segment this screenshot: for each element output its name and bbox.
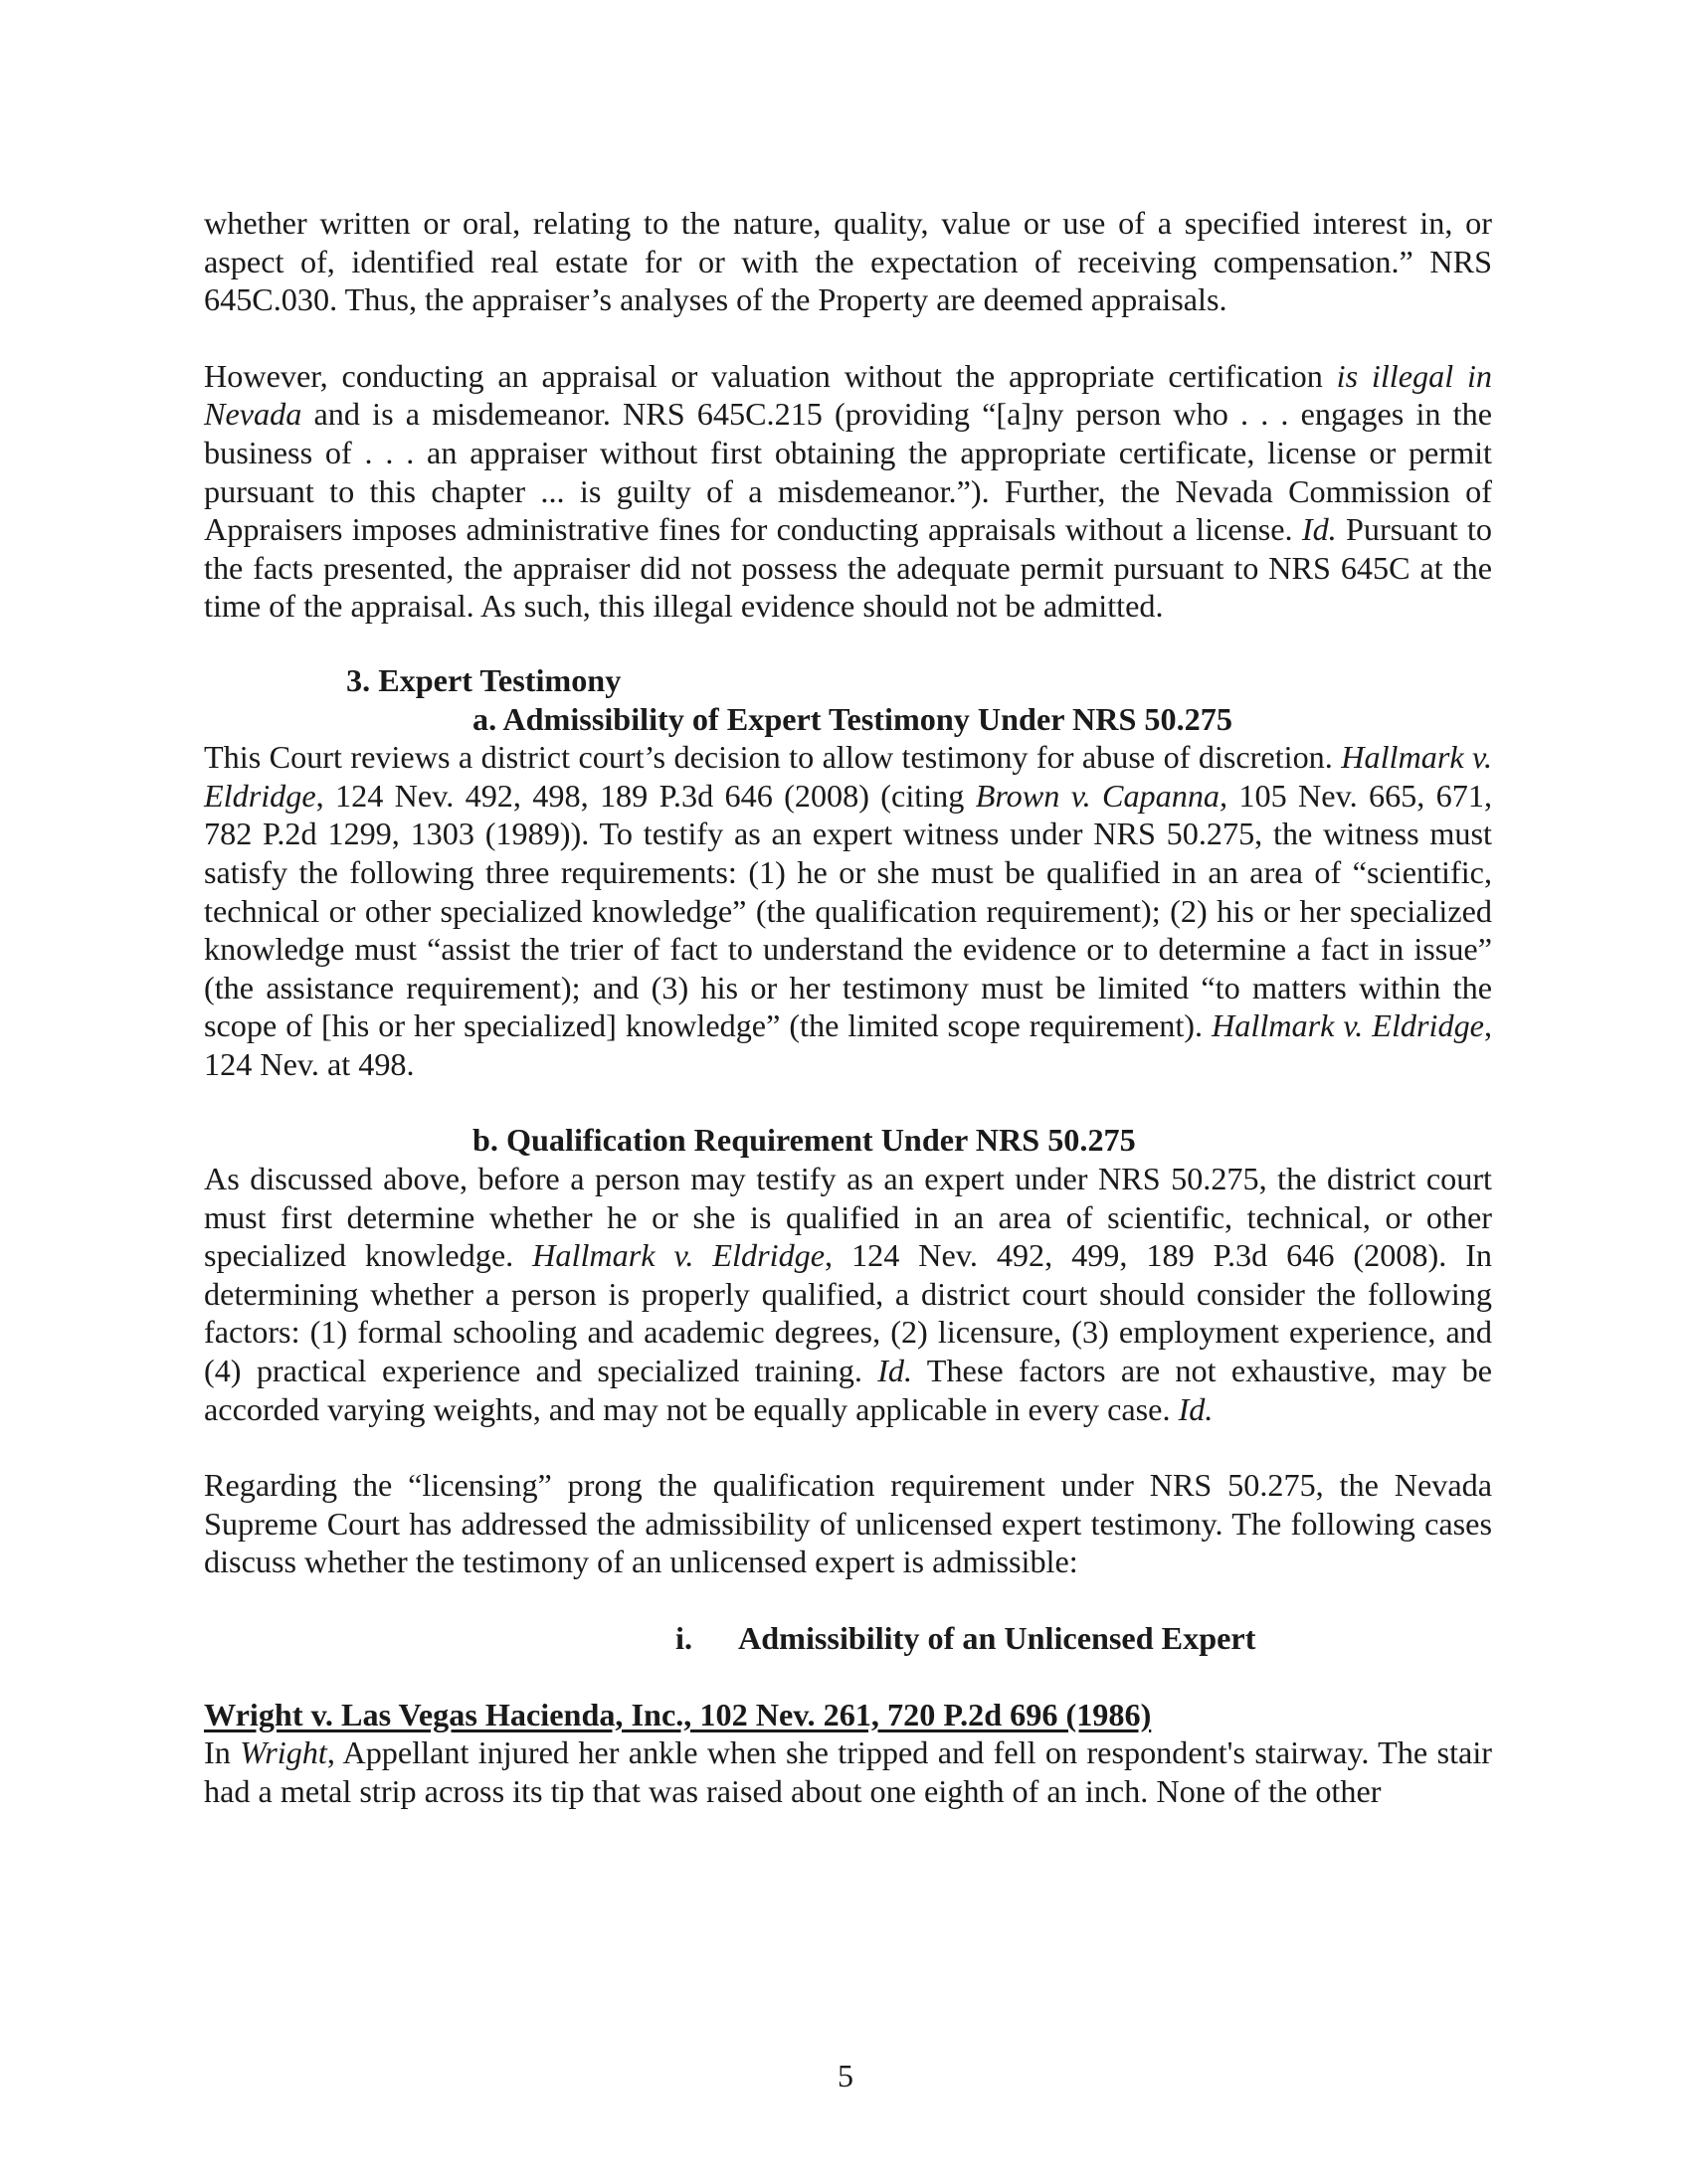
text-run: , Appellant injured her ankle when she tripped and fell on respondent's stairway. The stair had a metal strip across its tip that was raised about one eighth of an inch. None of the other xyxy=(204,1734,1492,1809)
text-run: and is a misdemeanor. NRS 645C.215 (providing “[a]ny person who . . . engages in the business of . . . an appraiser without first obtaining the appropriate certificate, license or permit pursuant to this chapter ... is guilty of a misdemeanor.”). Further, the Nevada Commission of Appraisers imposes administrative fines for conducting appraisals without a license. xyxy=(204,396,1492,548)
italic-phrase: is illegal in Nevada xyxy=(204,357,1492,433)
text-run: , 124 Nev. at 498. xyxy=(204,1007,1492,1082)
paragraph-wright-facts xyxy=(204,1733,1492,1810)
document-page xyxy=(204,204,1492,1810)
text-run: whether written or oral, relating to the nature, quality, value or use of a specified interest in, or aspect of, identified real estate for or with the expectation of receiving compensation.” NRS 645C.030. Thus, the appraiser’s analyses of the Property are deemed appraisals. xyxy=(204,205,1492,318)
case-title-wright: Wright v. Las Vegas Hacienda, Inc., 102 Nev. 261, 720 P.2d 696 (1986) xyxy=(204,1696,1152,1732)
paragraph-licensing-prong xyxy=(204,1466,1492,1581)
paragraph-standard-of-review xyxy=(204,738,1492,1083)
heading-qualification-requirement: b. Qualification Requirement Under NRS 50.275 xyxy=(472,1122,1136,1159)
text-run: Regarding the “licensing” prong the qualification requirement under NRS 50.275, the Nevada Supreme Court has addressed the admissibility of unlicensed expert testimony. The following cases discuss whether the testimony of an unlicensed expert is admissible: xyxy=(204,1467,1492,1580)
citation-id: Id. xyxy=(1301,511,1337,548)
heading-label: i. xyxy=(675,1620,692,1656)
citation-id: Id. xyxy=(877,1353,913,1389)
text-run: As discussed above, before a person may testify as an expert under NRS 50.275, the district court must first determine whether he or she is qualified in an area of scientific, technical, or other specialized knowledge. xyxy=(204,1161,1492,1274)
case-name: Hallmark v. Eldridge xyxy=(1212,1007,1484,1044)
paragraph-appraisal-definition xyxy=(204,204,1492,319)
heading-expert-testimony: 3. Expert Testimony xyxy=(346,661,622,698)
text-run: , 124 Nev. 492, 498, 189 P.3d 646 (2008) (citing xyxy=(315,777,976,814)
text-run: However, conducting an appraisal or valuation without the appropriate certification xyxy=(204,357,1337,394)
text-run: In xyxy=(204,1734,241,1771)
text-run: 105 Nev. 665, 671, 782 P.2d 1299, 1303 (1989)). To testify as an expert witness under NRS 50.275, the witness must satisfy the following three requirements: (1) he or she must be qualified in an area of “scientific, technical or other specialized knowledge” (the qualification requirement); (2) his or her specialized knowledge must “assist the trier of fact to understand the evidence or to determine a fact in issue” (the assistance requirement); and (3) his or her testimony must be limited “to matters within the scope of [his or her specialized] knowledge” (the limited scope requirement). xyxy=(204,777,1492,1044)
case-name: Hallmark v. Eldridge xyxy=(204,739,1492,814)
text-run: , 124 Nev. 492, 499, 189 P.3d 646 (2008). In determining whether a person is properly qualified, a district court should consider the following factors: (1) formal schooling and academic degrees, (2) licensure, (3) employment experience, and (4) practical experience and specialized training. xyxy=(204,1237,1493,1389)
citation-id: Id. xyxy=(1178,1390,1214,1427)
text-run: These factors are not exhaustive, may be accorded varying weights, and may not be equally applicable in every case. xyxy=(204,1353,1492,1427)
text-run: Pursuant to the facts presented, the appraiser did not possess the adequate permit pursuant to NRS 645C at the time of the appraisal. As such, this illegal evidence should not be admitted. xyxy=(204,511,1492,625)
page-number: 5 xyxy=(838,2058,853,2093)
paragraph-illegal-appraisal xyxy=(204,357,1492,626)
case-name: Wright xyxy=(240,1734,327,1771)
paragraph-qualification-factors xyxy=(204,1160,1492,1428)
case-name: Hallmark v. Eldridge xyxy=(532,1237,826,1274)
heading-text: Admissibility of an Unlicensed Expert xyxy=(738,1620,1256,1656)
heading-admissibility-expert-testimony: a. Admissibility of Expert Testimony Under NRS 50.275 xyxy=(472,700,1232,737)
case-name: Brown v. Capanna, xyxy=(975,777,1228,814)
text-run: This Court reviews a district court’s decision to allow testimony for abuse of discretion. xyxy=(204,739,1342,776)
heading-unlicensed-expert xyxy=(204,1619,1492,1658)
